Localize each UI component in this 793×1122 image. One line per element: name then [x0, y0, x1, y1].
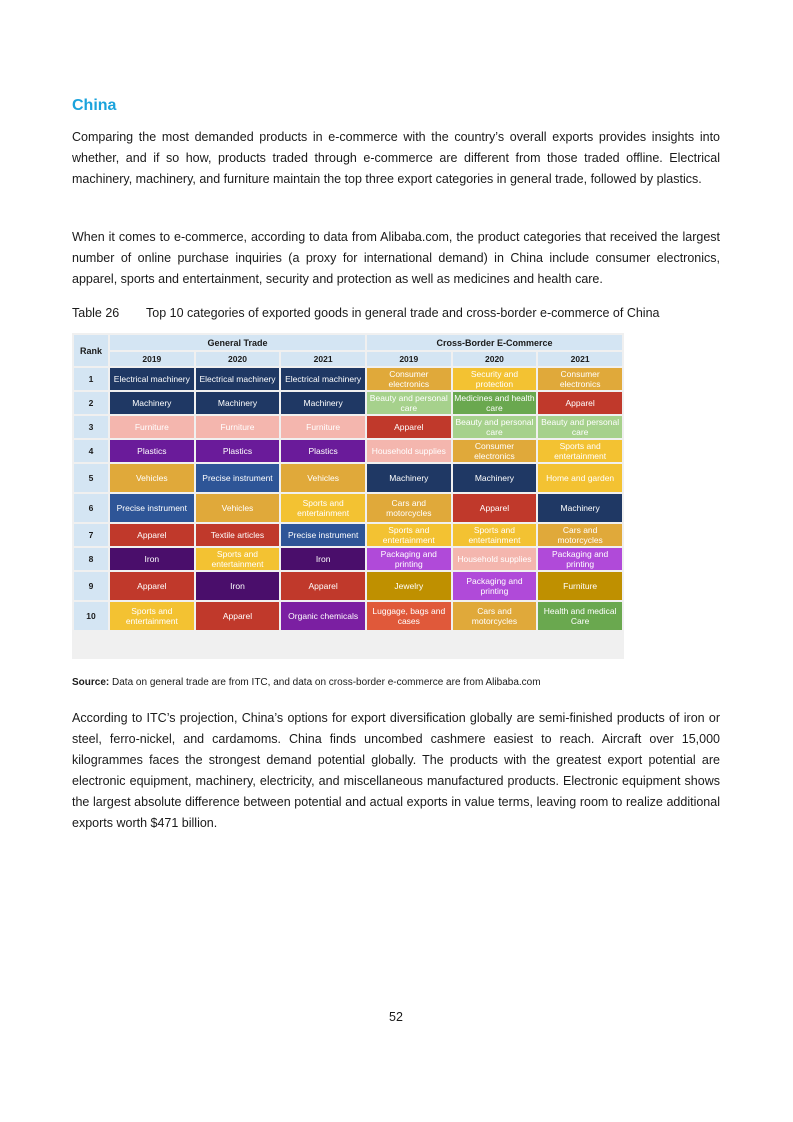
category-cell: Apparel [110, 524, 194, 546]
category-cell: Plastics [110, 440, 194, 462]
category-cell: Electrical machinery [281, 368, 365, 390]
category-cell: Consumer electronics [367, 368, 451, 390]
table-row [74, 572, 622, 600]
category-cell: Jewelry [367, 572, 451, 600]
category-cell: Household supplies [453, 548, 537, 570]
category-cell: Packaging and printing [367, 548, 451, 570]
rank-cell: 2 [74, 392, 108, 414]
category-cell: Sports and entertainment [453, 524, 537, 546]
category-cell: Beauty and personal care [538, 416, 622, 438]
category-cell: Consumer electronics [453, 440, 537, 462]
year-header: 2019 [367, 352, 451, 366]
category-cell: Consumer electronics [538, 368, 622, 390]
category-cell: Precise instrument [110, 494, 194, 522]
year-header: 2019 [110, 352, 194, 366]
category-cell: Vehicles [196, 494, 280, 522]
group-header-cross-border: Cross-Border E-Commerce [367, 335, 622, 350]
category-cell: Cars and motorcycles [367, 494, 451, 522]
category-cell: Machinery [196, 392, 280, 414]
rank-cell: 9 [74, 572, 108, 600]
table-row [74, 440, 622, 462]
group-header-general-trade: General Trade [110, 335, 365, 350]
category-cell: Sports and entertainment [110, 602, 194, 630]
category-cell: Sports and entertainment [281, 494, 365, 522]
category-cell: Security and protection [453, 368, 537, 390]
category-cell: Household supplies [367, 440, 451, 462]
category-cell: Apparel [538, 392, 622, 414]
year-header: 2020 [453, 352, 537, 366]
category-cell: Iron [196, 572, 280, 600]
table-row [74, 548, 622, 570]
category-cell: Apparel [453, 494, 537, 522]
category-cell: Beauty and personal care [367, 392, 451, 414]
year-header: 2020 [196, 352, 280, 366]
category-cell: Cars and motorcycles [538, 524, 622, 546]
rank-cell: 5 [74, 464, 108, 492]
table-number: Table 26 [72, 306, 120, 320]
category-cell: Machinery [110, 392, 194, 414]
category-cell: Machinery [281, 392, 365, 414]
category-cell: Machinery [367, 464, 451, 492]
category-cell: Electrical machinery [110, 368, 194, 390]
source-label: Source: [72, 677, 110, 688]
category-cell: Beauty and personal care [453, 416, 537, 438]
category-cell: Organic chemicals [281, 602, 365, 630]
source-text: Data on general trade are from ITC, and data on cross-border e-commerce are from Alibaba.com [112, 677, 541, 688]
category-table [72, 333, 624, 632]
category-cell: Machinery [538, 494, 622, 522]
rank-cell: 1 [74, 368, 108, 390]
rank-header: Rank [74, 335, 108, 366]
category-cell: Plastics [281, 440, 365, 462]
category-cell: Precise instrument [196, 464, 280, 492]
table-row [74, 464, 622, 492]
table-row [74, 602, 622, 630]
category-cell: Luggage, bags and cases [367, 602, 451, 630]
category-cell: Furniture [110, 416, 194, 438]
category-cell: Machinery [453, 464, 537, 492]
category-cell: Sports and entertainment [196, 548, 280, 570]
paragraph-1: Comparing the most demanded products in e-commerce with the country’s overall exports provides insights into whether, and if so how, products traded through e-commerce are different from those traded offline. Electrical machinery, machinery, and furniture maintain the top three export categories in general trade, followed by plastics. [72, 130, 720, 186]
category-cell: Furniture [281, 416, 365, 438]
rank-cell: 3 [74, 416, 108, 438]
category-cell: Vehicles [281, 464, 365, 492]
category-cell: Home and garden [538, 464, 622, 492]
section-heading: China [72, 97, 117, 114]
table-row [74, 524, 622, 546]
category-cell: Iron [281, 548, 365, 570]
rank-cell: 6 [74, 494, 108, 522]
table-row [74, 368, 622, 390]
category-cell: Plastics [196, 440, 280, 462]
category-cell: Apparel [196, 602, 280, 630]
category-cell: Medicines and health care [454, 393, 535, 413]
category-cell: Iron [110, 548, 194, 570]
category-table-container [72, 333, 624, 659]
paragraph-3: According to ITC’s projection, China’s options for export diversification globally are semi-finished products of iron or steel, ferro-nickel, and cardamoms. China finds uncombed cashmere easiest to reach. Aircraft over 15,000 kilogrammes faces the strongest demand potential globally. The products with the greatest export potential are electronic equipment, machinery, electricity, and miscellaneous manufactured products. Electronic equipment shows the largest absolute difference between potential and actual exports in value terms, leaving room to realize additional exports worth $471 billion. [72, 711, 720, 830]
page-number: 52 [389, 1010, 403, 1024]
category-cell: Furniture [538, 572, 622, 600]
category-cell: Packaging and printing [538, 548, 622, 570]
rank-cell: 10 [74, 602, 108, 630]
rank-cell: 4 [74, 440, 108, 462]
category-cell: Electrical machinery [196, 368, 280, 390]
paragraph-2: When it comes to e-commerce, according to data from Alibaba.com, the product categories that received the largest number of online purchase inquiries (a proxy for international demand) in China include consumer electronics, apparel, sports and entertainment, security and protection as well as medicines and health care. [72, 230, 720, 286]
table-row [74, 416, 622, 438]
year-header: 2021 [281, 352, 365, 366]
rank-cell: 7 [74, 524, 108, 546]
category-cell: Health and medical Care [538, 602, 622, 630]
table-title: Top 10 categories of exported goods in general trade and cross-border e-commerce of China [146, 306, 660, 320]
category-cell: Apparel [281, 572, 365, 600]
category-cell: Vehicles [110, 464, 194, 492]
year-header: 2021 [538, 352, 622, 366]
category-cell: Textile articles [196, 524, 280, 546]
category-cell: Sports and entertainment [538, 440, 622, 462]
category-cell: Cars and motorcycles [453, 602, 537, 630]
category-cell: Packaging and printing [453, 572, 537, 600]
rank-cell: 8 [74, 548, 108, 570]
category-cell: Apparel [367, 416, 451, 438]
category-cell: Apparel [110, 572, 194, 600]
category-cell: Precise instrument [281, 524, 365, 546]
table-caption [72, 306, 659, 320]
table-source-note [72, 677, 541, 688]
table-row [74, 494, 622, 522]
category-cell: Sports and entertainment [367, 524, 451, 546]
table-row [74, 392, 622, 414]
category-cell: Furniture [196, 416, 280, 438]
